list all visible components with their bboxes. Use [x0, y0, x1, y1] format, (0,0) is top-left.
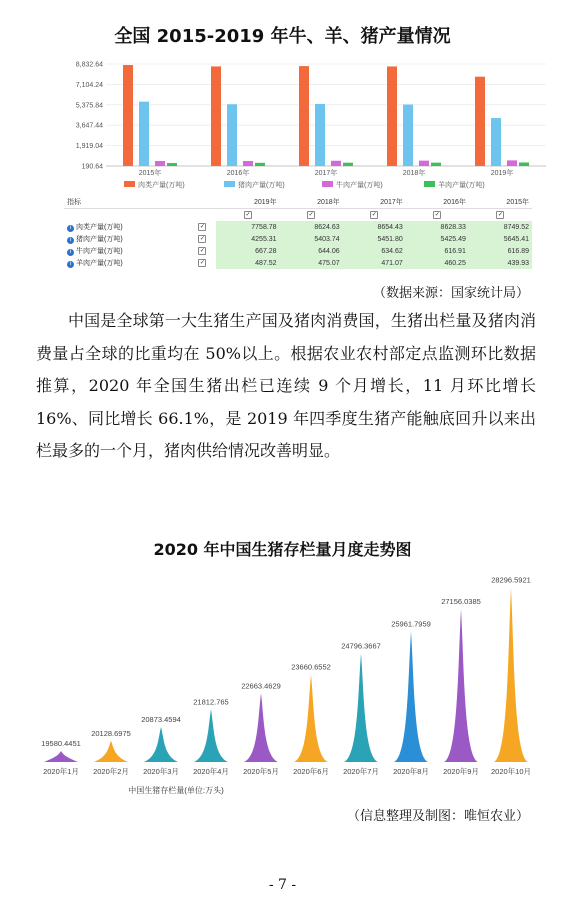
legend-swatch: [424, 181, 435, 187]
x-tick-label: 2020年5月: [243, 767, 279, 776]
info-icon[interactable]: i: [67, 249, 74, 256]
data-label: 20873.4594: [141, 714, 181, 724]
chart-bar: [94, 741, 128, 762]
x-tick-label: 2020年1月: [43, 767, 79, 776]
chart-bar: [394, 631, 428, 762]
row-checkbox[interactable]: ✓: [199, 260, 205, 266]
chart-bar: [494, 588, 528, 762]
column-checkbox[interactable]: ✓: [434, 212, 440, 218]
data-label: 27156.0385: [441, 597, 481, 607]
data-label: 23660.6552: [291, 662, 331, 672]
table-cell: 460.25: [406, 257, 469, 269]
page-number: - 7 -: [268, 877, 297, 893]
column-checkbox[interactable]: ✓: [308, 212, 314, 218]
table-cell: 616.91: [406, 245, 469, 257]
table-cell: 644.06: [280, 245, 343, 257]
legend-label: 牛肉产量(万吨): [336, 182, 383, 189]
table-cell: 5451.80: [343, 233, 406, 245]
data-label: 19580.4451: [41, 739, 81, 749]
x-axis-title: 中国生猪存栏量(单位:万头): [128, 786, 224, 795]
table-cell: 471.07: [343, 257, 406, 269]
chart1-title: 全国 2015-2019 年牛、羊、猪产量情况: [114, 26, 451, 47]
legend-label: 肉类产量(万吨): [138, 182, 185, 189]
table-cell: 616.89: [469, 245, 532, 257]
bar: [167, 163, 177, 166]
data-source-note: （数据来源：国家统计局）: [372, 286, 529, 301]
data-label: 21812.765: [193, 697, 229, 707]
y-tick-label: 5,375.84: [75, 102, 103, 110]
bar: [255, 163, 265, 166]
paragraph-text: 中国是全球第一大生猪生产国及猪肉消费国，生猪出栏量及猪肉消费量占全球的比重均在 50%以上。根据农业农村部定点监测环比数据推算，2020 年全国生猪出栏已连续 9 个月增长，11 月环比增长 16%、同比增长 66.1%，是 2019 年四季度生猪产能触底回升以来出栏最多的一个月，猪肉供给情况改善明显。: [36, 311, 536, 460]
bar: [507, 160, 517, 166]
x-tick-label: 2018年: [402, 170, 426, 177]
chart-bar: [44, 751, 78, 762]
table-row: [64, 233, 532, 245]
table-cell: 439.93: [469, 257, 532, 269]
x-tick-label: 2019年: [490, 170, 514, 177]
chart2-title: 2020 年中国生猪存栏量月度走势图: [153, 540, 412, 559]
table-cell: 8654.43: [343, 221, 406, 233]
table-cell: 8628.33: [406, 221, 469, 233]
row-label: 肉类产量(万吨): [76, 224, 123, 231]
credit-note: （信息整理及制图：唯恒农业）: [346, 809, 529, 824]
chart-bar: [344, 653, 378, 762]
x-tick-label: 2020年10月: [490, 767, 532, 776]
x-tick-label: 2020年4月: [193, 767, 229, 776]
bar: [343, 163, 353, 166]
x-tick-label: 2020年7月: [343, 767, 379, 776]
header-cell: 指标: [64, 196, 188, 209]
row-checkbox[interactable]: ✓: [199, 236, 205, 242]
y-tick-label: 3,647.44: [75, 122, 103, 130]
data-label: 25961.7959: [391, 619, 431, 629]
header-cell: 2018年: [280, 196, 343, 209]
bar: [123, 65, 133, 166]
bar: [419, 161, 429, 166]
bar: [243, 161, 253, 166]
bar: [331, 161, 341, 166]
data-label: 24796.3667: [341, 641, 381, 651]
chart-bar: [294, 675, 328, 762]
table-row: [64, 257, 532, 269]
data-label: 22663.4629: [241, 681, 281, 691]
row-label: 羊肉产量(万吨): [76, 260, 123, 267]
column-checkbox-row: [64, 209, 532, 222]
row-checkbox[interactable]: ✓: [199, 224, 205, 230]
bar: [211, 66, 221, 166]
header-cell: 2016年: [406, 196, 469, 209]
y-tick-label: 7,104.24: [75, 81, 103, 89]
bar: [139, 102, 149, 166]
table-cell: 634.62: [343, 245, 406, 257]
table-cell: 8749.52: [469, 221, 532, 233]
info-icon[interactable]: i: [67, 225, 74, 232]
y-tick-label: 190.64: [81, 163, 103, 171]
column-checkbox[interactable]: ✓: [497, 212, 503, 218]
x-tick-label: 2020年2月: [93, 767, 129, 776]
legend-swatch: [322, 181, 333, 187]
bar: [315, 104, 325, 166]
info-icon[interactable]: i: [67, 237, 74, 244]
table-cell: 5645.41: [469, 233, 532, 245]
table-header-row: [64, 196, 532, 209]
bar: [387, 66, 397, 166]
legend-label: 猪肉产量(万吨): [238, 182, 285, 189]
y-tick-label: 8,832.64: [75, 61, 103, 69]
data-label: 20128.6975: [91, 728, 131, 738]
chart-bar: [244, 693, 278, 762]
bar: [299, 66, 309, 166]
bar: [227, 104, 237, 166]
table-cell: 487.52: [216, 257, 279, 269]
table-cell: 5425.49: [406, 233, 469, 245]
bar: [491, 118, 501, 166]
x-tick-label: 2020年8月: [393, 767, 429, 776]
body-paragraph: [36, 305, 536, 468]
meat-production-chart: [64, 58, 554, 198]
bar: [475, 77, 485, 166]
header-cell: 2017年: [343, 196, 406, 209]
x-tick-label: 2020年3月: [143, 767, 179, 776]
legend-label: 羊肉产量(万吨): [438, 182, 485, 189]
row-label: 猪肉产量(万吨): [76, 236, 123, 243]
column-checkbox[interactable]: ✓: [245, 212, 251, 218]
table-cell: 5403.74: [280, 233, 343, 245]
table-cell: 7758.78: [216, 221, 279, 233]
table-row: [64, 245, 532, 257]
table-cell: 4255.31: [216, 233, 279, 245]
y-tick-label: 1,919.04: [75, 143, 103, 151]
row-label: 牛肉产量(万吨): [76, 248, 123, 255]
x-tick-label: 2017年: [314, 170, 338, 177]
data-label: 28296.5921: [491, 575, 531, 585]
bar: [403, 104, 413, 166]
info-icon[interactable]: i: [67, 261, 74, 268]
header-cell: 2019年: [216, 196, 279, 209]
bar: [519, 162, 529, 166]
chart-bar: [194, 709, 228, 762]
chart-bar: [144, 727, 178, 762]
header-cell: 2015年: [469, 196, 532, 209]
bar: [155, 161, 165, 166]
column-checkbox[interactable]: ✓: [371, 212, 377, 218]
hog-inventory-chart: [36, 562, 536, 802]
table-row: [64, 221, 532, 233]
row-checkbox[interactable]: ✓: [199, 248, 205, 254]
x-tick-label: 2020年9月: [443, 767, 479, 776]
chart-bar: [444, 609, 478, 762]
table-cell: 8624.63: [280, 221, 343, 233]
legend-swatch: [224, 181, 235, 187]
table-cell: 667.28: [216, 245, 279, 257]
table-cell: 475.07: [280, 257, 343, 269]
x-tick-label: 2016年: [226, 170, 250, 177]
x-tick-label: 2015年: [138, 170, 162, 177]
legend-swatch: [124, 181, 135, 187]
bar: [431, 163, 441, 166]
production-table: [64, 196, 532, 269]
x-tick-label: 2020年6月: [293, 767, 329, 776]
